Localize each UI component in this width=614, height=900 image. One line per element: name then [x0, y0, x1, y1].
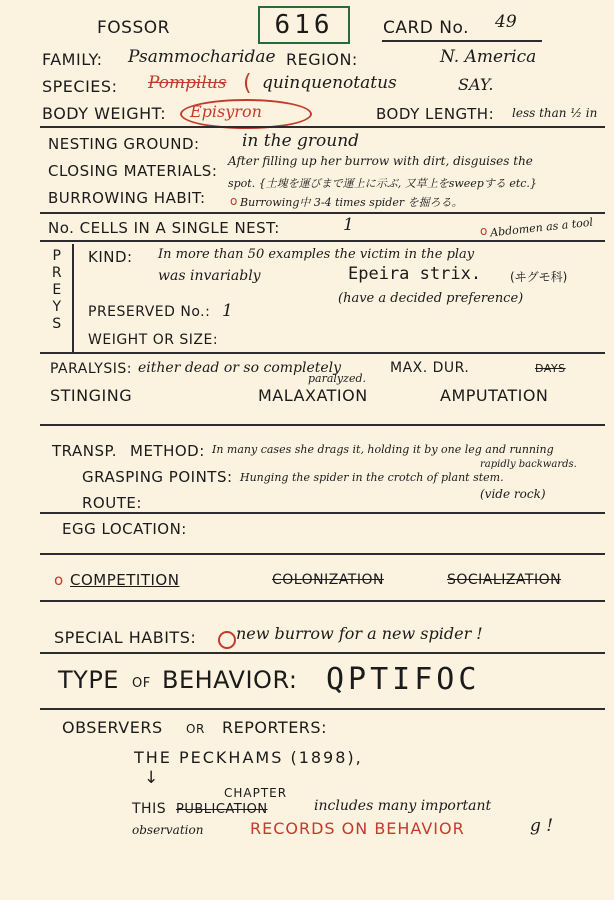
grasping-label: GRASPING POINTS: — [82, 468, 233, 486]
closing-materials-line2: spot. {土塊を運びまで運上に示ぶ, 又草上をsweepする etc.} — [228, 177, 537, 190]
species-author: SAY. — [458, 75, 494, 94]
card-id-number: 616 — [274, 10, 334, 40]
family-value: Psammocharidae — [128, 47, 276, 67]
amputation-label: AMPUTATION — [440, 386, 549, 405]
route-note: (vide rock) — [480, 487, 546, 501]
body-length-label: BODY LENGTH: — [376, 105, 495, 123]
prey-letters: P R E Y S — [51, 248, 63, 332]
observation-text: observation — [132, 823, 204, 837]
prey-kind-label: KIND: — [88, 248, 133, 266]
max-dur-label: MAX. DUR. — [390, 360, 470, 376]
species-name: quinquenotatus — [262, 73, 397, 93]
publication-label: PUBLICATION — [176, 802, 268, 817]
prey-kind-line3: (have a decided preference) — [338, 291, 524, 306]
grasping-value: Hunging the spider in the crotch of plant stem. — [240, 471, 504, 484]
card-id-box — [258, 6, 350, 44]
burrowing-bullet: o — [230, 194, 238, 208]
cells-bullet: o — [480, 224, 488, 238]
socialization-label: SOCIALIZATION — [447, 572, 562, 588]
region-label: REGION: — [286, 50, 358, 69]
competition-circle-marker: o — [54, 571, 64, 589]
transport-label: TRANSP. — [52, 442, 117, 460]
special-habits-value: new burrow for a new spider ! — [236, 624, 483, 643]
prey-preserved-value: 1 — [222, 301, 233, 321]
behavior-label-of: OF — [132, 676, 151, 691]
stinging-label: STINGING — [50, 386, 133, 405]
chapter-label: CHAPTER — [224, 786, 288, 800]
prey-kind-line2: was invariably — [158, 268, 261, 284]
body-length-value: less than ½ in — [512, 106, 598, 120]
malaxation-label: MALAXATION — [258, 386, 368, 405]
this-label: THIS — [132, 801, 167, 817]
prey-kind-line1: In more than 50 examples the victim in the play — [158, 247, 475, 262]
days-label: DAYS — [535, 362, 566, 375]
observers-arrow: ↓ — [144, 768, 159, 788]
closing-materials-line1: After filling up her burrow with dirt, disguises the — [228, 154, 533, 168]
records-text: RECORDS ON BEHAVIOR — [250, 819, 465, 838]
paralysis-label: PARALYSIS: — [50, 361, 132, 377]
burrowing-habit-label: BURROWING HABIT: — [48, 189, 206, 207]
includes-text: includes many important — [314, 798, 492, 814]
cells-note: Abdomen as a tool — [489, 215, 594, 240]
observers-or: OR — [186, 722, 205, 736]
behavior-label-type: TYPE — [58, 666, 119, 694]
route-label: ROUTE: — [82, 494, 142, 512]
reporters-label: REPORTERS: — [222, 718, 327, 737]
cells-label: No. CELLS IN A SINGLE NEST: — [48, 219, 280, 237]
paralysis-value: either dead or so completely — [138, 360, 342, 376]
card-number-label: CARD No. — [383, 18, 470, 38]
transport-method-value: In many cases she drags it, holding it by one leg and running — [212, 443, 554, 456]
prey-kind-jp: (ヰグモ科) — [510, 270, 568, 284]
transport-method-value2: rapidly backwards. — [480, 459, 577, 470]
prey-preserved-label: PRESERVED No.: — [88, 304, 211, 320]
card-number-value: 49 — [495, 12, 517, 32]
body-weight-label: BODY WEIGHT: — [42, 104, 167, 123]
egg-location-label: EGG LOCATION: — [62, 520, 187, 538]
behavior-code: QPTIFOC — [326, 662, 481, 697]
nesting-ground-value: in the ground — [242, 131, 360, 151]
paralysis-value2: paralyzed. — [308, 372, 366, 385]
prey-weight-label: WEIGHT OR SIZE: — [88, 332, 219, 348]
fossor-label: FOSSOR — [97, 18, 170, 38]
region-value: N. America — [440, 47, 537, 67]
nesting-ground-label: NESTING GROUND: — [48, 135, 200, 153]
observers-value: THE PECKHAMS (1898), — [134, 748, 363, 767]
records-suffix: g ! — [530, 816, 554, 836]
prey-species: Epeira strix. — [348, 264, 482, 284]
special-habits-marker — [218, 631, 236, 649]
closing-materials-label: CLOSING MATERIALS: — [48, 162, 218, 180]
special-habits-label: SPECIAL HABITS: — [54, 628, 197, 647]
competition-label: COMPETITION — [70, 571, 180, 589]
cells-value: 1 — [343, 215, 354, 235]
transport-method-label: METHOD: — [130, 442, 205, 460]
observers-label: OBSERVERS — [62, 718, 163, 737]
behavior-label-behavior: BEHAVIOR: — [162, 666, 298, 694]
genus-note: Episyron — [190, 102, 262, 121]
species-label: SPECIES: — [42, 77, 118, 96]
colonization-label: COLONIZATION — [272, 572, 384, 588]
species-bracket: ( — [243, 71, 252, 96]
species-struck-genus: Pompilus — [148, 73, 227, 93]
burrowing-habit-value: Burrowing中 3-4 times spider を掘ろる。 — [240, 196, 463, 209]
family-label: FAMILY: — [42, 50, 103, 69]
